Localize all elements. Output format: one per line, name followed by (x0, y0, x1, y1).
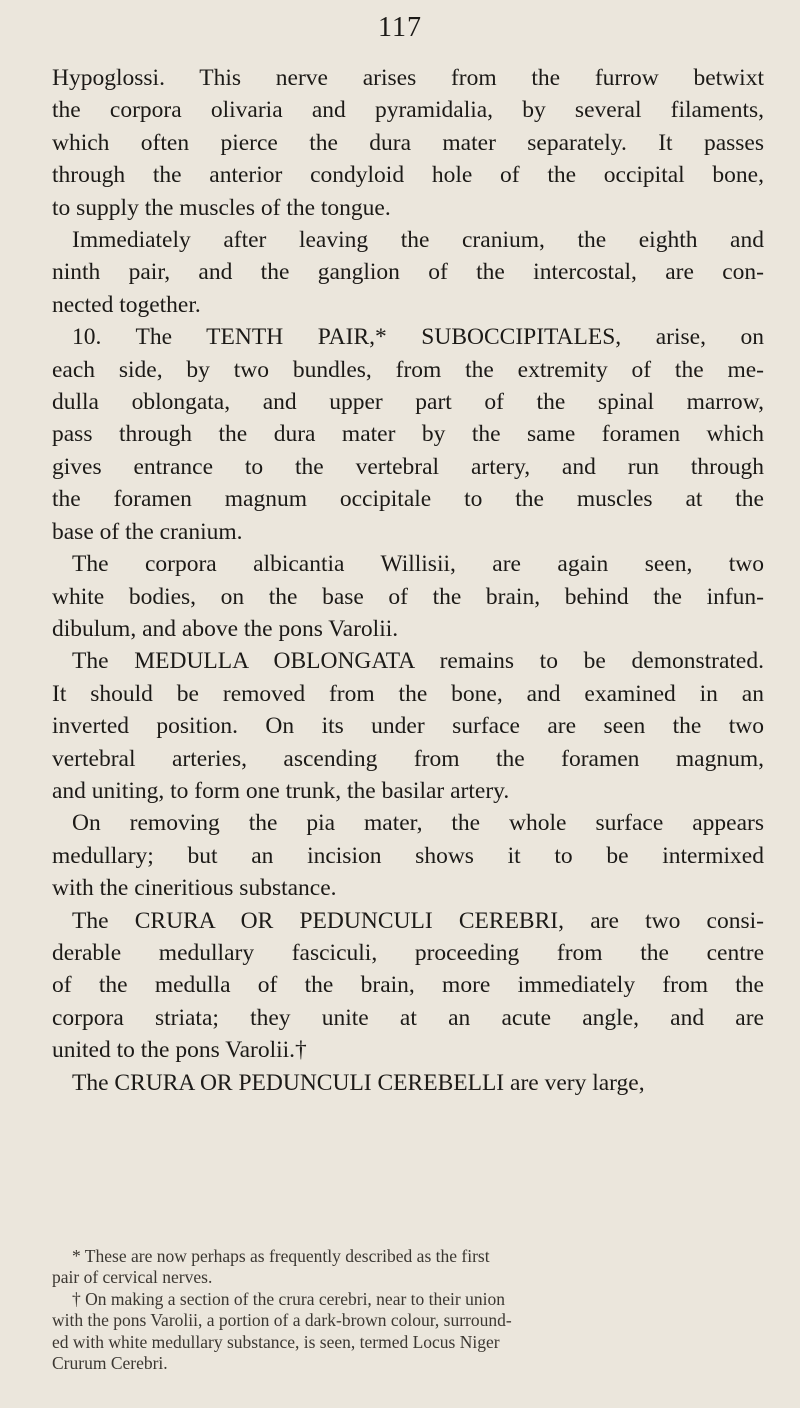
body-line: On removing the pia mater, the whole surface appears (72, 810, 764, 837)
footnotes (52, 1246, 764, 1374)
body-line: base of the cranium. (52, 518, 243, 545)
body-line: medullary; but an incision shows it to be intermixed (52, 842, 764, 869)
footnote-line: * These are now perhaps as frequently described as the first (72, 1246, 490, 1266)
body-line: Hypoglossi. This nerve arises from the furrow betwixt (52, 65, 764, 91)
body-line: nected together. (52, 291, 201, 318)
body-line: the corpora olivaria and pyramidalia, by several filaments, (52, 97, 764, 124)
body-line: inverted position. On its under surface are seen the two (52, 713, 764, 740)
footnote-line: Crurum Cerebri. (52, 1353, 168, 1374)
body-line: which often pierce the dura mater separately. It passes (52, 129, 764, 156)
body-text (52, 62, 764, 1099)
body-line: with the cineritious substance. (52, 875, 337, 902)
body-line: to supply the muscles of the tongue. (52, 194, 391, 221)
body-line: The CRURA OR PEDUNCULI CEREBRI, are two consi- (72, 907, 764, 934)
body-line: gives entrance to the vertebral artery, and run through (52, 453, 764, 480)
body-line: Immediately after leaving the cranium, the eighth and (72, 227, 764, 254)
body-line: dibulum, and above the pons Varolii. (52, 615, 399, 642)
body-line: The CRURA OR PEDUNCULI CEREBELLI are very large, (72, 1069, 645, 1096)
body-line: pass through the dura mater by the same foramen which (52, 421, 764, 448)
body-line: the foramen magnum occipitale to the muscles at the (52, 486, 764, 513)
body-line: 10. The TENTH PAIR,* SUBOCCIPITALES, arise, on (72, 324, 764, 351)
body-line: dulla oblongata, and upper part of the spinal marrow, (52, 389, 764, 416)
page-number: 117 (378, 12, 422, 43)
body-line: derable medullary fasciculi, proceeding from the centre (52, 939, 764, 966)
body-line: ninth pair, and the ganglion of the intercostal, are con- (52, 259, 764, 286)
body-line: each side, by two bundles, from the extremity of the me- (52, 356, 764, 383)
body-line: It should be removed from the bone, and examined in an (52, 680, 764, 707)
body-line: through the anterior condyloid hole of the occipital bone, (52, 162, 764, 189)
footnote-line: ed with white medullary substance, is seen, termed Locus Niger (52, 1331, 500, 1352)
body-line: white bodies, on the base of the brain, behind the infun- (52, 583, 764, 610)
body-line: The MEDULLA OBLONGATA remains to be demonstrated. (72, 648, 764, 675)
footnote-line: pair of cervical nerves. (52, 1267, 213, 1288)
body-line: vertebral arteries, ascending from the foramen magnum, (52, 745, 764, 772)
footnote-line: † On making a section of the crura cerebri, near to their union (72, 1288, 505, 1309)
footnote-line: with the pons Varolii, a portion of a dark-brown colour, surround- (52, 1310, 512, 1331)
body-line: and uniting, to form one trunk, the basilar artery. (52, 777, 510, 804)
body-line: The corpora albicantia Willisii, are again seen, two (72, 551, 764, 578)
body-line: of the medulla of the brain, more immediately from the (52, 972, 764, 999)
body-line: corpora striata; they unite at an acute angle, and are (52, 1004, 764, 1031)
body-line: united to the pons Varolii.† (52, 1037, 307, 1064)
